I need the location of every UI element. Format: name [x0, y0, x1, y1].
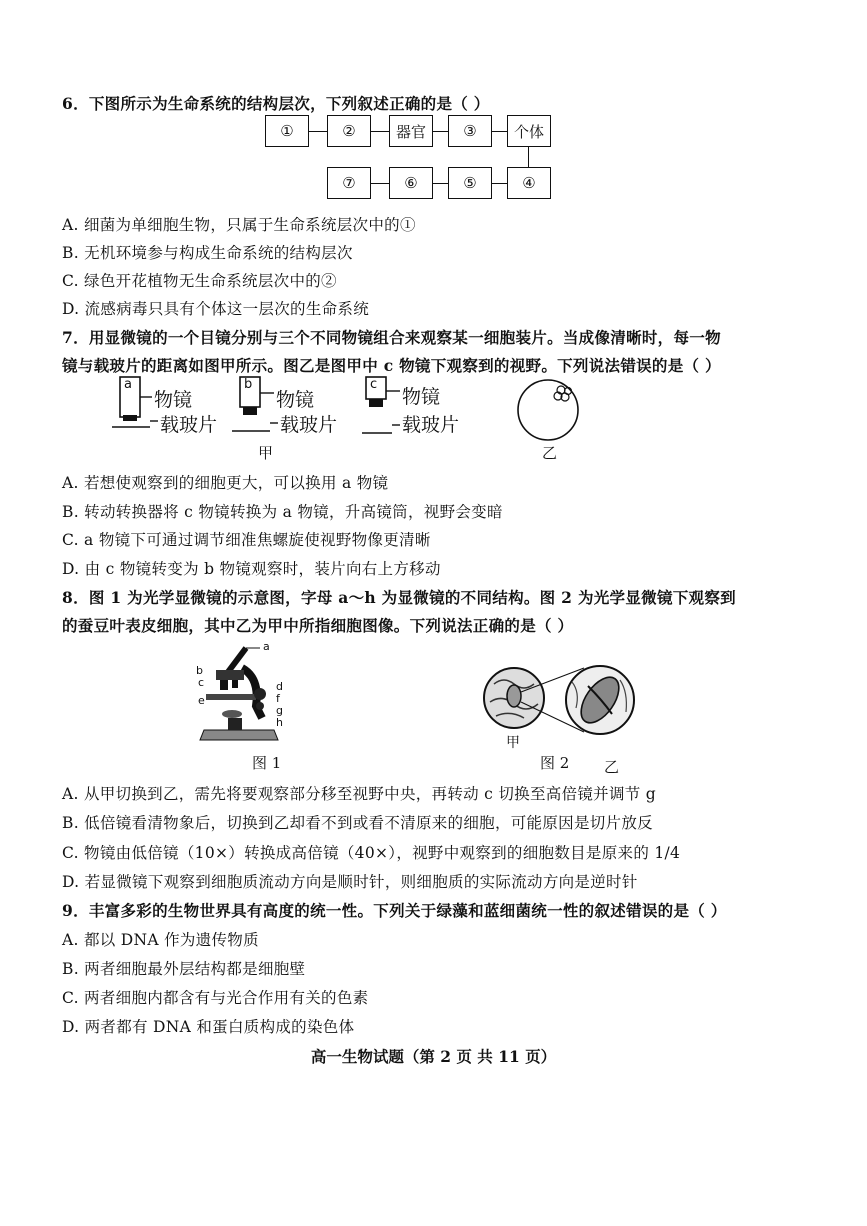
slide-label-b: 载玻片	[280, 414, 338, 436]
fig2-yi: 乙	[604, 758, 620, 776]
fig1-letter-d: d	[276, 680, 283, 693]
q6-option-d: D. 流感病毒只具有个体这一层次的生命系统	[62, 300, 370, 318]
q7-option-a: A. 若想使观察到的细胞更大，可以换用 a 物镜	[62, 474, 389, 492]
q9-option-b: B. 两者细胞最外层结构都是细胞壁	[62, 960, 306, 978]
q8-option-a: A. 从甲切换到乙，需先将要观察部分移至视野中央，再转动 c 切换至高倍镜并调节 g	[62, 785, 657, 803]
arrow	[492, 183, 507, 184]
fig1-letter-e: e	[198, 694, 205, 707]
level-box-3: ③	[448, 115, 492, 147]
q6-option-b: B. 无机环境参与构成生命系统的结构层次	[62, 244, 353, 262]
q8-option-d: D. 若显微镜下观察到细胞质流动方向是顺时针，则细胞质的实际流动方向是逆时针	[62, 873, 638, 891]
level-box-1: ①	[265, 115, 309, 147]
fig1-letter-c: c	[198, 676, 205, 689]
lens-a-tip	[123, 415, 137, 421]
fig1-letter-a: a	[263, 640, 270, 653]
lens-b-letter: b	[244, 377, 253, 392]
level-box-individual: 个体	[507, 115, 551, 147]
lens-b-tip	[243, 407, 257, 415]
objective-label-c: 物镜	[402, 386, 441, 408]
fig1-letter-b: b	[196, 664, 203, 677]
fig2-caption: 图 2	[540, 754, 570, 772]
q6-stem: 6．下图所示为生命系统的结构层次，下列叙述正确的是（ ）	[62, 94, 490, 113]
level-box-7: ⑦	[327, 167, 371, 199]
lens-a-letter: a	[124, 377, 132, 392]
level-box-organ: 器官	[389, 115, 433, 147]
q6-option-a: A. 细菌为单细胞生物，只属于生命系统层次中的①	[62, 216, 416, 234]
objective-label-b: 物镜	[276, 389, 315, 411]
q8-stem-line2: 的蚕豆叶表皮细胞，其中乙为甲中所指细胞图像。下列说法正确的是（ ）	[62, 616, 574, 635]
q7-option-c: C. a 物镜下可通过调节细准焦螺旋使视野物像更清晰	[62, 531, 431, 549]
level-box-4: ④	[507, 167, 551, 199]
arrow	[433, 183, 448, 184]
q8-option-c: C. 物镜由低倍镜（10×）转换成高倍镜（40×），视野中观察到的细胞数目是原来的 1/4	[62, 844, 681, 862]
fig2-jia: 甲	[506, 735, 520, 751]
arrow	[371, 131, 389, 132]
page-footer: 高一生物试题（第 2 页 共 11 页）	[310, 1047, 557, 1066]
q7-stem-line1: 7．用显微镜的一个目镜分别与三个不同物镜组合来观察某一细胞装片。当成像清晰时，每一物	[62, 328, 721, 347]
objective-label-a: 物镜	[154, 389, 193, 411]
caption-jia: 甲	[258, 444, 274, 462]
lens-c-letter: c	[370, 377, 378, 392]
arrow	[371, 183, 389, 184]
epidermis-cells-figure	[480, 662, 640, 740]
q9-option-d: D. 两者都有 DNA 和蛋白质构成的染色体	[62, 1018, 355, 1036]
q9-stem: 9．丰富多彩的生物世界具有高度的统一性。下列关于绿藻和蓝细菌统一性的叙述错误的是（ ）	[62, 901, 727, 920]
level-box-6: ⑥	[389, 167, 433, 199]
arrow	[492, 131, 507, 132]
arrow	[309, 131, 327, 132]
level-box-5: ⑤	[448, 167, 492, 199]
q8-stem-line1: 8．图 1 为光学显微镜的示意图，字母 a～h 为显微镜的不同结构。图 2 为光学显微镜下观察到	[62, 588, 736, 607]
microscope-figure	[190, 638, 290, 746]
field-of-view-circle	[516, 378, 580, 442]
q8-option-b: B. 低倍镜看清物象后，切换到乙却看不到或看不清原来的细胞，可能原因是切片放反	[62, 814, 653, 832]
q7-option-d: D. 由 c 物镜转变为 b 物镜观察时，装片向右上方移动	[62, 560, 441, 578]
fig1-letter-f: f	[276, 692, 280, 705]
fig1-letter-g: g	[276, 704, 283, 717]
arrow	[433, 131, 448, 132]
arrow	[528, 147, 529, 167]
caption-yi: 乙	[542, 444, 558, 462]
q9-option-c: C. 两者细胞内都含有与光合作用有关的色素	[62, 989, 369, 1007]
slide-label-c: 载玻片	[402, 414, 460, 436]
q6-option-c: C. 绿色开花植物无生命系统层次中的②	[62, 272, 337, 290]
slide-label-a: 载玻片	[160, 414, 218, 436]
lens-c-tip	[369, 399, 383, 407]
level-box-2: ②	[327, 115, 371, 147]
guard-cell	[507, 685, 521, 707]
q7-stem-line2: 镜与载玻片的距离如图甲所示。图乙是图甲中 c 物镜下观察到的视野。下列说法错误的是（ ）	[62, 356, 721, 375]
q7-option-b: B. 转动转换器将 c 物镜转换为 a 物镜，升高镜筒，视野会变暗	[62, 503, 503, 521]
fig1-letter-h: h	[276, 716, 283, 729]
fig1-caption: 图 1	[252, 754, 282, 772]
q9-option-a: A. 都以 DNA 作为遗传物质	[62, 931, 259, 949]
